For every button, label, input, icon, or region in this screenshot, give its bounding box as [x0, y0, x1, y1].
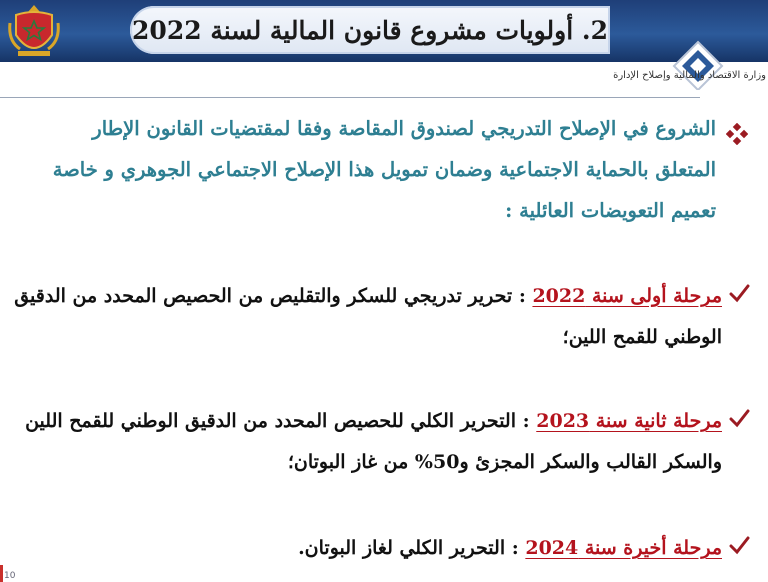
lead-paragraph: الشروع في الإصلاح التدريجي لصندوق المقاصة وفقا لمقتضيات القانون الإطار المتعلق بالحماية الاجتماعية وضمان تمويل هذا الإصلاح الاجتماعي الجوهري و خاصة تعميم التعويضات العائلية : [52, 117, 716, 222]
header-divider [0, 97, 700, 98]
ministry-name: وزارة الاقتصاد والمالية وإصلاح الإدارة [613, 70, 766, 81]
phase-label: مرحلة ثانية سنة 2023 [536, 410, 722, 432]
list-item [14, 401, 722, 483]
list-item [14, 276, 722, 358]
slide-title: 2. أولويات مشروع قانون المالية لسنة 2022 [130, 6, 610, 54]
phase-label: مرحلة أخيرة سنة 2024 [525, 537, 722, 559]
list-item [14, 528, 722, 569]
checkmark-icon [728, 535, 750, 557]
phase-description: : التحرير الكلي للحصيص المحدد من الدقيق الوطني للقمح اللين والسكر القالب والسكر المجزئ و50% من غاز البوتان؛ [25, 410, 722, 473]
royal-emblem-icon [8, 3, 60, 59]
diamond-cluster-icon [726, 123, 748, 145]
slide-edge-marker [0, 565, 3, 582]
phase-description: : التحرير الكلي لغاز البوتان. [298, 537, 526, 559]
checkmark-icon [728, 408, 750, 430]
checkmark-icon [728, 283, 750, 305]
phase-description: : تحرير تدريجي للسكر والتقليص من الحصيص المحدد من الدقيق الوطني للقمح اللين؛ [14, 285, 722, 348]
slide-number: 10 [4, 571, 16, 581]
phase-label: مرحلة أولى سنة 2022 [532, 285, 722, 307]
